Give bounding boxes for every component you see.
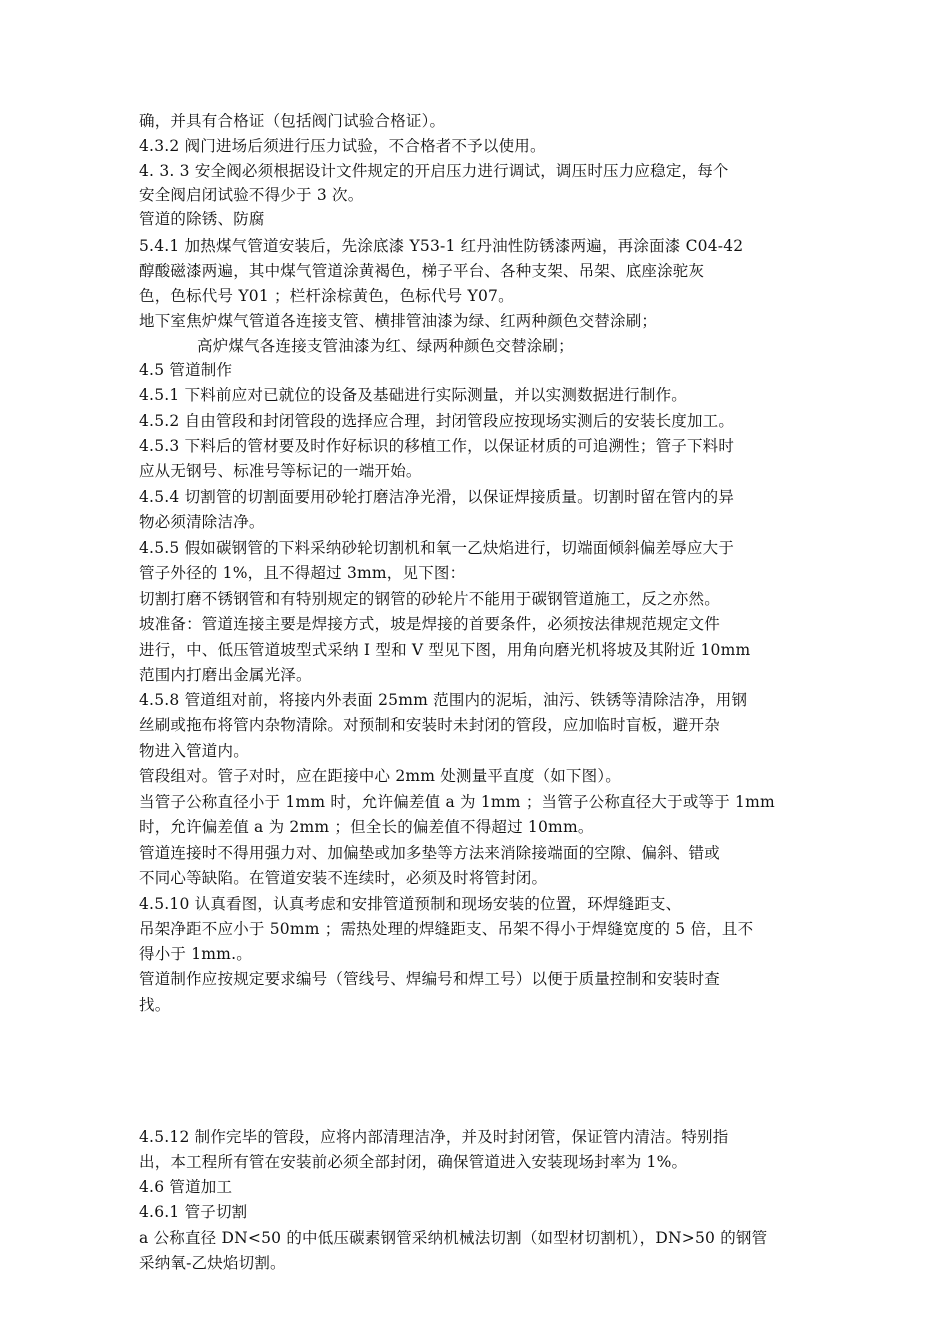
section-heading: 4.6 管道加工 bbox=[139, 1178, 233, 1196]
text-line: 管子外径的 1%，且不得超过 3mm，见下图： bbox=[139, 564, 466, 582]
text-line: 醇酸磁漆两遍，其中煤气管道涂黄褐色，梯子平台、各种支架、吊架、底座涂驼灰 bbox=[139, 262, 705, 280]
text-line: 进行，中、低压管道坡型式采纳 I 型和 V 型见下图，用角向磨光机将坡及其附近 10mm bbox=[139, 641, 751, 659]
text-line: 5.4.1 加热煤气管道安装后，先涂底漆 Y53-1 红丹油性防锈漆两遍，再涂面漆 C04-42 bbox=[139, 237, 744, 255]
text-line: 安全阀启闭试验不得少于 3 次。 bbox=[139, 186, 364, 204]
text-line: 4.5.8 管道组对前，将接内外表面 25mm 范围内的泥垢，油污、铁锈等清除洁净，用钢 bbox=[139, 691, 748, 709]
text-line: 4.3.2 阀门进场后须进行压力试验，不合格者不予以使用。 bbox=[139, 137, 546, 155]
text-line: 管段组对。管子对时，应在距接中心 2mm 处测量平直度（如下图）。 bbox=[139, 767, 621, 785]
text-line: 采纳氧-乙炔焰切割。 bbox=[139, 1254, 286, 1272]
section-heading: 4.5 管道制作 bbox=[139, 361, 233, 379]
text-line: 4.5.12 制作完毕的管段，应将内部清理洁净，并及时封闭管，保证管内清洁。特别指 bbox=[139, 1128, 729, 1146]
subsection-heading: 4.6.1 管子切割 bbox=[139, 1203, 248, 1221]
text-line: a 公称直径 DN<50 的中低压碳素钢管采纳机械法切割（如型材切割机），DN>50 的钢管 bbox=[139, 1229, 768, 1247]
text-line: 应从无钢号、标准号等标记的一端开始。 bbox=[139, 462, 422, 480]
text-line: 坡准备：管道连接主要是焊接方式，坡是焊接的首要条件，必须按法律规范规定文件 bbox=[139, 615, 720, 633]
text-line: 4. 3. 3 安全阀必须根据设计文件规定的开启压力进行调试，调压时压力应稳定，每个 bbox=[139, 162, 729, 180]
text-line: 丝刷或拖布将管内杂物清除。对预制和安装时未封闭的管段，应加临时盲板，避开杂 bbox=[139, 716, 720, 734]
text-line: 找。 bbox=[139, 996, 171, 1014]
text-line: 时，允许偏差值 a 为 2mm ；但全长的偏差值不得超过 10mm。 bbox=[139, 818, 594, 836]
text-line: 得小于 1mm.。 bbox=[139, 945, 252, 963]
text-line: 4.5.3 下料后的管材要及时作好标识的移植工作，以保证材质的可追溯性；管子下料时 bbox=[139, 437, 735, 455]
text-line: 确，并具有合格证（包括阀门试验合格证）。 bbox=[139, 112, 446, 130]
text-line: 色，色标代号 Y01 ；栏杆涂棕黄色，色标代号 Y07。 bbox=[139, 287, 514, 305]
text-line: 范围内打磨出金属光泽。 bbox=[139, 666, 312, 684]
text-line: 不同心等缺陷。在管道安装不连续时，必须及时将管封闭。 bbox=[139, 869, 548, 887]
text-line: 4.5.10 认真看图，认真考虑和安排管道预制和现场安装的位置，环焊缝距支、 bbox=[139, 895, 682, 913]
text-line: 管道制作应按规定要求编号（管线号、焊编号和焊工号）以便于质量控制和安装时查 bbox=[139, 970, 720, 988]
text-line: 4.5.5 假如碳钢管的下料采纳砂轮切割机和氧一乙炔焰进行，切端面倾斜偏差辱应大于 bbox=[139, 539, 735, 557]
text-line: 出，本工程所有管在安装前必须全部封闭，确保管道进入安装现场封率为 1%。 bbox=[139, 1153, 688, 1171]
text-line: 4.5.1 下料前应对已就位的设备及基础进行实际测量，并以实测数据进行制作。 bbox=[139, 386, 687, 404]
section-heading: 管道的除锈、防腐 bbox=[139, 210, 265, 228]
text-line: 物进入管道内。 bbox=[139, 742, 249, 760]
text-line: 吊架净距不应小于 50mm ；需热处理的焊缝距支、吊架不得小于焊缝宽度的 5 倍，且不 bbox=[139, 920, 754, 938]
text-line: 高炉煤气各连接支管油漆为红、绿两种颜色交替涂刷； bbox=[197, 337, 574, 355]
text-line: 当管子公称直径小于 1mm 时，允许偏差值 a 为 1mm ；当管子公称直径大于或等于 1mm bbox=[139, 793, 775, 811]
text-line: 管道连接时不得用强力对、加偏垫或加多垫等方法来消除接端面的空隙、偏斜、错或 bbox=[139, 844, 720, 862]
text-line: 物必须清除洁净。 bbox=[139, 513, 265, 531]
text-line: 切割打磨不锈钢管和有特别规定的钢管的砂轮片不能用于碳钢管道施工，反之亦然。 bbox=[139, 590, 720, 608]
text-line: 4.5.2 自由管段和封闭管段的选择应合理，封闭管段应按现场实测后的安装长度加工。 bbox=[139, 412, 735, 430]
text-line: 地下室焦炉煤气管道各连接支管、横排管油漆为绿、红两种颜色交替涂刷； bbox=[139, 312, 658, 330]
text-line: 4.5.4 切割管的切割面要用砂轮打磨洁净光滑，以保证焊接质量。切割时留在管内的异 bbox=[139, 488, 735, 506]
